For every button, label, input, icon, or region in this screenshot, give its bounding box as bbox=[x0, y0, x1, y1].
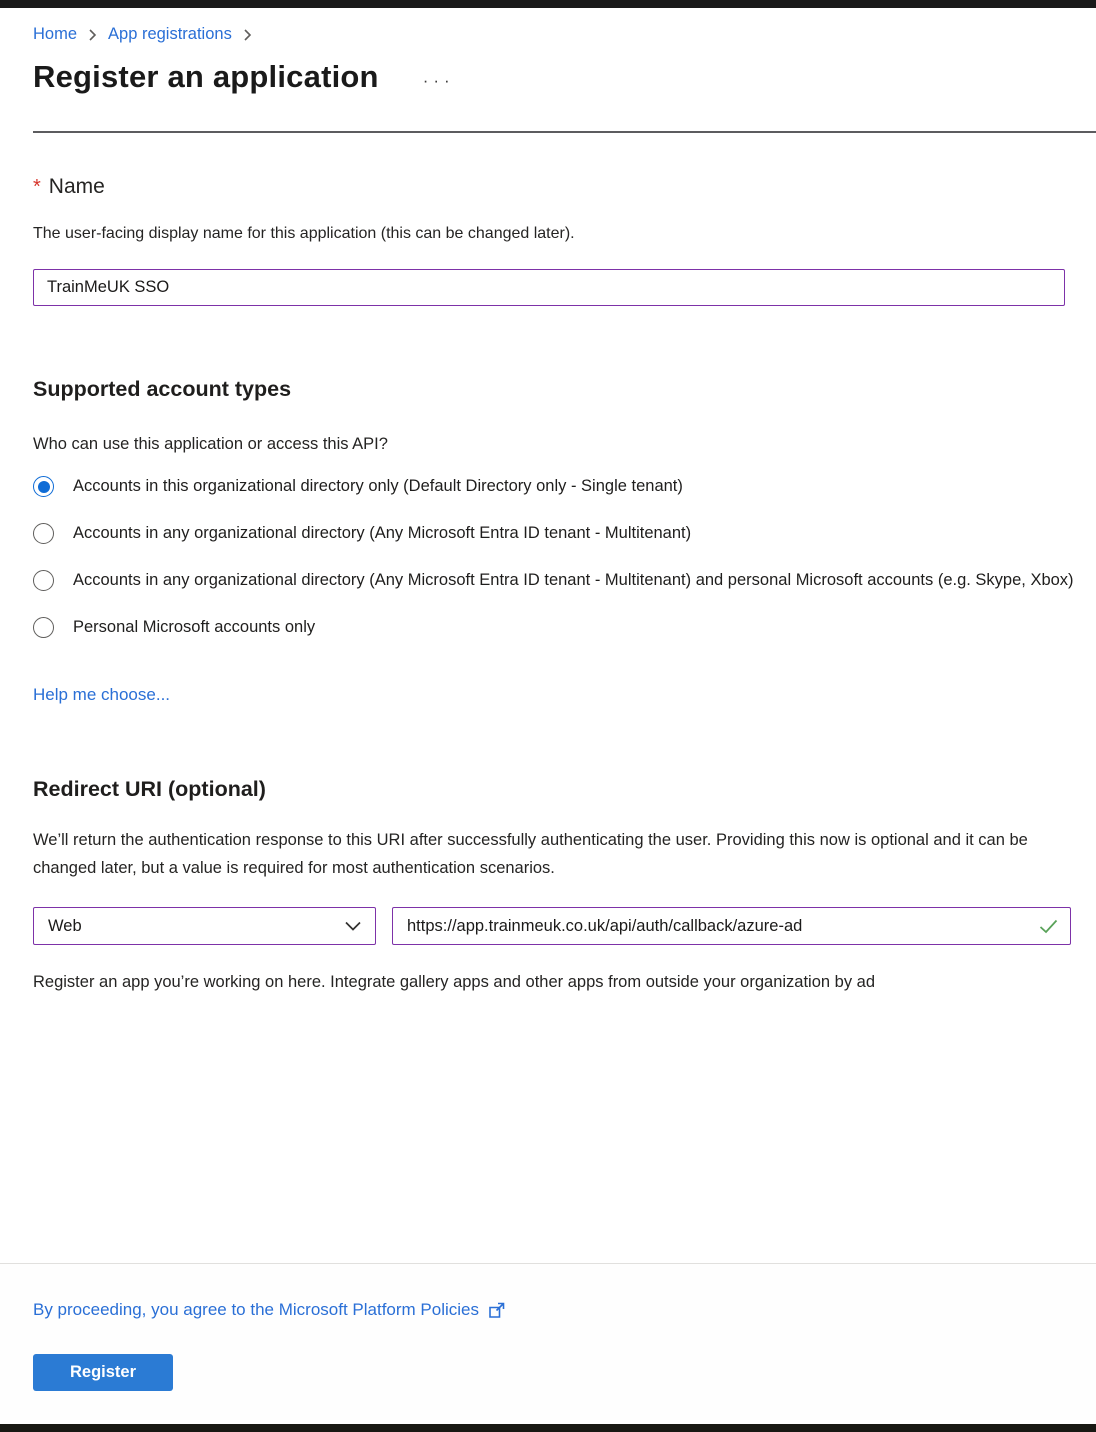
redirect-uri-heading: Redirect URI (optional) bbox=[33, 777, 266, 801]
valid-check-icon bbox=[1039, 919, 1058, 934]
breadcrumb bbox=[33, 25, 1096, 44]
account-types-question: Who can use this application or access this API? bbox=[33, 435, 388, 453]
title-divider bbox=[33, 131, 1096, 133]
redirect-uri-input[interactable] bbox=[407, 917, 1031, 936]
radio-button-icon[interactable] bbox=[33, 523, 54, 544]
redirect-uri-field[interactable] bbox=[392, 907, 1071, 945]
radio-option-label: Accounts in any organizational directory (Any Microsoft Entra ID tenant - Multitenant) and personal Microsoft accounts (e.g. Skype, Xbox) bbox=[73, 571, 1074, 589]
name-field-label: * Name bbox=[33, 175, 105, 198]
supported-account-types-heading: Supported account types bbox=[33, 377, 292, 401]
register-button[interactable]: Register bbox=[33, 1354, 173, 1391]
page-footer bbox=[0, 1263, 1096, 1424]
radio-option-personal-only[interactable] bbox=[33, 616, 1096, 642]
radio-option-label: Personal Microsoft accounts only bbox=[73, 618, 316, 636]
gallery-apps-note: Register an app you’re working on here. Integrate gallery apps and other apps from outside your organization by ad bbox=[33, 973, 876, 991]
radio-option-single-tenant[interactable] bbox=[33, 475, 1096, 501]
app-name-input[interactable] bbox=[33, 269, 1065, 306]
radio-option-multitenant[interactable] bbox=[33, 522, 1096, 548]
platform-select-dropdown[interactable] bbox=[33, 907, 376, 945]
more-menu-icon[interactable]: ··· bbox=[422, 71, 455, 90]
name-field-description: The user-facing display name for this application (this can be changed later). bbox=[33, 225, 575, 242]
radio-option-label: Accounts in any organizational directory (Any Microsoft Entra ID tenant - Multitenant) bbox=[73, 524, 692, 542]
breadcrumb-app-registrations-link[interactable]: App registrations bbox=[108, 25, 232, 43]
external-link-icon[interactable] bbox=[488, 1302, 505, 1319]
page-title: Register an application bbox=[33, 59, 379, 94]
chevron-down-icon bbox=[345, 917, 361, 936]
breadcrumb-home-link[interactable]: Home bbox=[33, 25, 78, 43]
radio-button-icon[interactable] bbox=[33, 570, 54, 591]
platform-policies-link[interactable]: By proceeding, you agree to the Microsoft Platform Policies bbox=[33, 1300, 479, 1319]
window-bottom-bar bbox=[0, 1424, 1096, 1432]
help-me-choose-link[interactable]: Help me choose... bbox=[33, 685, 171, 704]
platform-selected-value: Web bbox=[48, 916, 82, 935]
radio-button-icon[interactable] bbox=[33, 617, 54, 638]
radio-button-icon[interactable] bbox=[33, 476, 54, 497]
window-top-bar bbox=[0, 0, 1096, 8]
chevron-right-icon bbox=[88, 28, 97, 42]
radio-option-multitenant-personal[interactable] bbox=[33, 569, 1096, 595]
redirect-uri-description: We’ll return the authentication response to this URI after successfully authenticating the user. Providing this now is optional and it can be changed later, but a value is required for most authentication scenarios. bbox=[33, 831, 1028, 877]
required-asterisk: * bbox=[33, 176, 41, 198]
chevron-right-icon bbox=[243, 28, 252, 42]
radio-option-label: Accounts in this organizational directory only (Default Directory only - Single tenant) bbox=[73, 477, 683, 495]
